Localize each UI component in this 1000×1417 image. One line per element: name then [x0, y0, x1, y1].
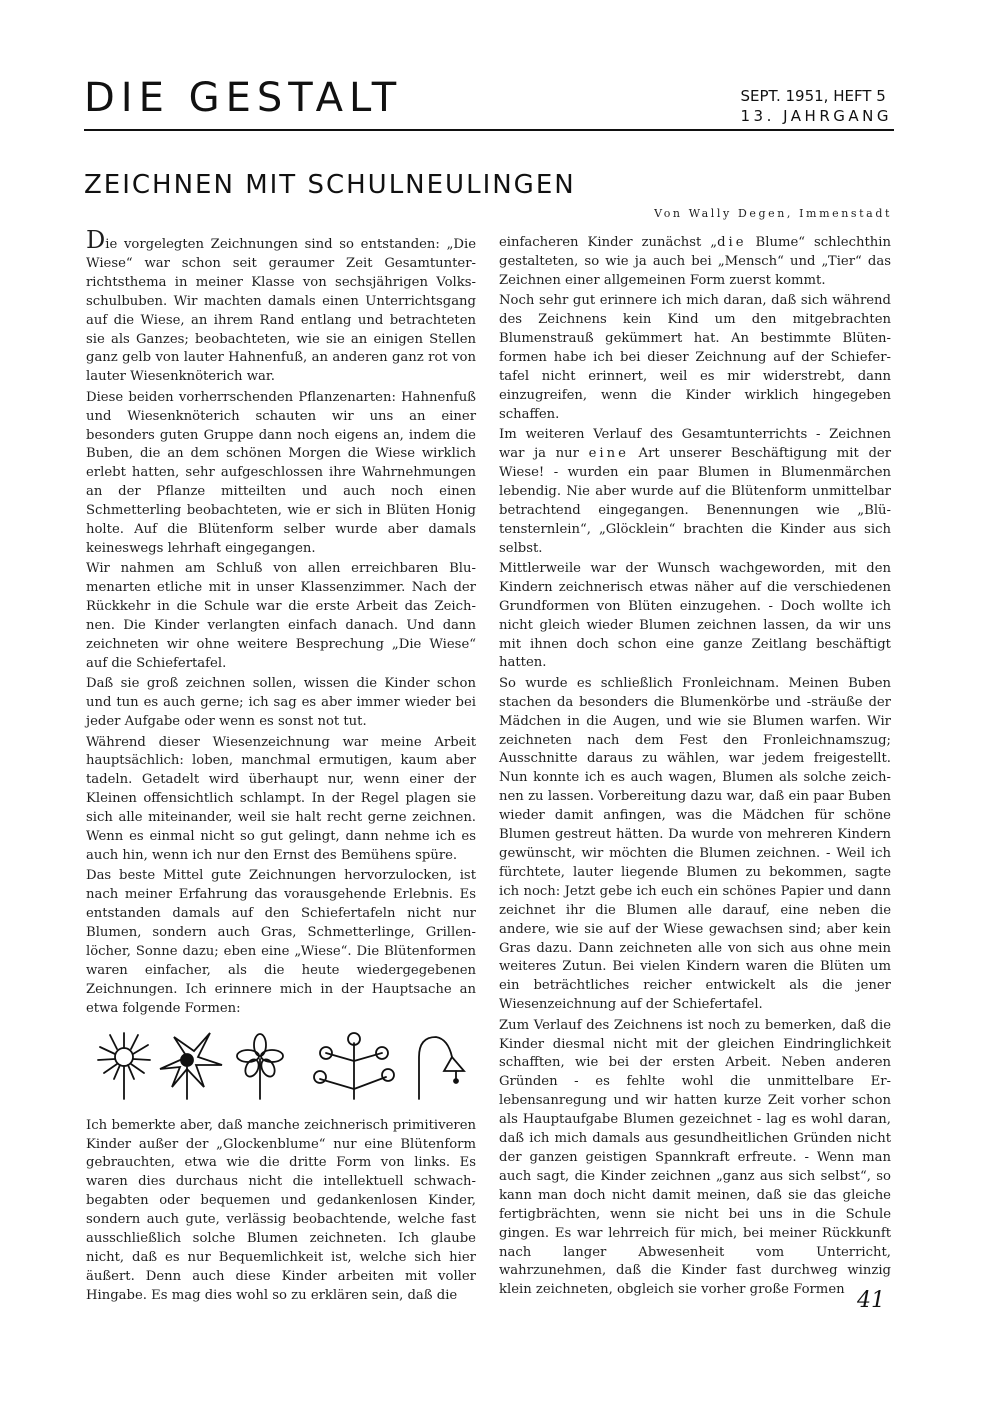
- page-number: 41: [857, 1288, 885, 1313]
- flower-cluster-icon: [314, 1033, 394, 1099]
- issue-date: SEPT. 1951, HEFT 5: [740, 87, 886, 105]
- drop-cap: D: [86, 226, 106, 254]
- paragraph: Noch sehr gut erinnere ich mich daran, daß sich während des Zeichnens kein Kind um den mitgebrachten Blumenstrauß gekümmert hat. An bestimmte Blütenformen habe ich bei dieser Zeichnung auf der Schiefertafel nicht erinnert, weil es mir widerstrebt, dann einzugreifen, wenn die Kinder wirklich hingegeben schaffen.: [499, 293, 891, 422]
- five-petal-flower-icon: [237, 1034, 283, 1099]
- paragraph: Mittlerweile war der Wunsch wachgeworden, mit den Kindern zeichnerisch etwas näher auf die verschiedenen Grundformen von Blüten einzugehen. - Doch wollte ich nicht gleich wieder Blumen zeichnen lassen, da wir uns mit ihnen doch schon eine ganze Zeitlang beschäftigt hatten.: [499, 560, 891, 671]
- bellflower-icon: [419, 1037, 464, 1099]
- paragraph: Wir nahmen am Schluß von allen erreichbaren Blumenarten etliche mit in unser Klassenzimmer. Nach der Rückkehr in die Schule war die erste Arbeit das Zeichnen. Die Kinder verlangten einfach danach. Und dann zeichneten wir ohne weitere Besprechung „Die Wiese“ auf die Schiefertafel.: [86, 561, 476, 671]
- issue-info: [741, 86, 892, 126]
- paragraph: Das beste Mittel gute Zeichnungen hervorzulocken, ist nach meiner Erfahrung das vorausgehende Erlebnis. Es entstanden damals auf den Schiefertafeln nicht nur Blumen, sondern auch Gras, Schmetterlinge, Grillenlöcher, Sonne dazu; eben eine „Wiese“. Die Blütenformen waren einfacher, als die heute wiedergegebenen Zeichnungen. Ich erinnere mich in der Hauptsache an etwa folgende Formen:: [86, 868, 476, 1016]
- article-byline: Von Wally Degen, Immenstadt: [654, 207, 892, 220]
- left-column: [86, 226, 476, 1307]
- magazine-title: DIE GESTALT: [84, 75, 403, 121]
- paragraph: Diese beiden vorherrschenden Pflanzenarten: Hahnenfuß und Wiesenknöterich schauten wir uns an einer besonders guten Gruppe dann noch eigens an, indem die Buben, die an dem schönen Morgen die Wiese wirklich erlebt hatten, sehr aufgeschlossen ihre Wahrnehmungen an der Pflanze mitteilten und auch noch einen Schmetterling beobachteten, wie er sich in Blüten Honig holte. Auf die Blütenform selber wurde aber damals keineswegs lehrhaft eingegangen.: [86, 389, 476, 556]
- article-title: ZEICHNEN MIT SCHULNEULINGEN: [84, 170, 576, 200]
- emphasized-text: eine: [588, 445, 629, 461]
- paragraph: Während dieser Wiesenzeichnung war meine Arbeit hauptsächlich: loben, manchmal ermutigen, kaum aber tadeln. Getadelt wird überhaupt nur, wenn einer der Kleinen offensichtlich schlampt. In der Regel plagen sie sich alle miteinander, weil sie halt recht gerne zeichnen. Wenn es einmal nicht so gut gelingt, dann nehme ich es auch hin, wenn ich nur den Ernst des Bemühens spüre.: [86, 734, 476, 863]
- star-flower-icon: [160, 1033, 222, 1099]
- paragraph: Im weiteren Verlauf des Gesamtunterrichts - Zeichnen war ja nur eine Art unserer Beschäftigung mit der Wiese! - wurden ein paar Blumen in Blumenmärchen lebendig. Nie aber wurde auf die Blütenform unmittelbar betrachtend eingegangen. Benennungen wie „Blütensternlein“, „Glöcklein“ brachten die Kinder aus sich selbst.: [499, 427, 892, 556]
- paragraph: Daß sie groß zeichnen sollen, wissen die Kinder schon und tun es auch gerne; ich sag es aber immer wieder bei jeder Aufgabe oder wenn es sonst not tut.: [86, 676, 476, 730]
- paragraph: einfacheren Kinder zunächst „die Blume“ schlechthin gestalteten, so wie ja auch bei „Mensch“ und „Tier“ das Zeichnen einer allgemeinen Form zuerst kommt.: [499, 235, 891, 288]
- flower-forms-figure: [86, 1027, 476, 1103]
- volume-year: 13. JAHRGANG: [740, 107, 892, 125]
- header-rule: [84, 129, 894, 131]
- paragraph: Ich bemerkte aber, daß manche zeichnerisch primitiveren Kinder außer der „Glockenblume“ nur eine Blütenform gebrauchten, etwa wie die dritte Form von links. Es waren dies durchaus nicht die intellektuell schwachbegabten oder bequemen und gedankenlosen Kinder, sondern auch gute, verlässig beobachtende, welche fast ausschließlich solche Blumen zeichneten. Ich glaube nicht, daß es nur Bequemlichkeit ist, welche sich hier äußert. Denn auch diese Kinder arbeiten mit voller Hingabe. Es mag dies wohl so zu erklären sein, daß die: [86, 1117, 476, 1303]
- paragraph: Die vorgelegten Zeichnungen sind so entstanden: „Die Wiese“ war schon seit geraumer Zeit Gesamtunterrichtsthema in meiner Klasse von sechsjährigen Volksschulbuben. Wir machten damals einen Unterrichtsgang auf die Wiese, an ihrem Rand entlang und betrachteten sie als Ganzes; beobachteten, wie sie an einigen Stellen ganz gelb von lauter Hahnenfuß, an anderen ganz rot von lauter Wiesenknöterich war.: [86, 226, 476, 385]
- sun-flower-icon: [98, 1033, 150, 1099]
- emphasized-text: die: [717, 235, 747, 250]
- paragraph: Zum Verlauf des Zeichnens ist noch zu bemerken, daß die Kinder diesmal nicht mit der gleichen Eindringlichkeit schafften, wie bei der ersten Arbeit. Neben anderen Gründen - es fehlte wohl die unmittelbare Erlebensanregung und wir hatten kurze Zeit vorher schon als Hauptaufgabe Blumen gezeichnet - lag es wohl daran, daß ich mich damals aus gesundheitlichen Gründen nicht der ganzen geistigen Spannkraft erfreute. - Wenn man auch sagt, die Kinder zeichnen „ganz aus sich selbst“, so kann man doch nicht damit meinen, daß sie das gleiche fertigbrächten, wenn sie nicht bei uns in die Schule gingen. Es war lehrreich für mich, bei meiner Rückkunft nach langer Abwesenheit vom Unterricht, wahrzunehmen, daß die Kinder fast durchweg winzig klein zeichneten, obgleich sie vorher große Formen: [499, 1017, 891, 1298]
- paragraph: So wurde es schließlich Fronleichnam. Meinen Buben stachen da besonders die Blumenkörbe und -sträuße der Mädchen in die Augen, und wie sie Blumen warfen. Wir zeichneten nach dem Fest den Fronleichnamszug; Ausschnitte daraus zu wählen, war jedem freigestellt. Nun konnte ich es auch wagen, Blumen als solche zeichnen zu lassen. Vorbereitung dazu war, daß ein paar Buben wieder damit anfingen, was die Mädchen für schöne Blumen gestreut hätten. Da wurde von mehreren Kindern gewünscht, wir möchten die Blumen zeichnen. - Weil ich fürchtete, lauter liegende Blumen zu bekommen, sagte ich noch: Jetzt gebe ich euch ein schönes Papier und dann zeichnet ihr die Blumen alle darauf, eine neben die andere, wie sie auf der Wiese gewachsen sind; aber kein Gras dazu. Dann zeichneten alle von sich aus ohne mein weiteres Zutun. Bei vielen Kindern waren die Blüten um ein beträchtliches reicher entwickelt als die jener Wiesenzeichnung auf der Schiefertafel.: [499, 675, 891, 1013]
- right-column: [499, 234, 891, 1302]
